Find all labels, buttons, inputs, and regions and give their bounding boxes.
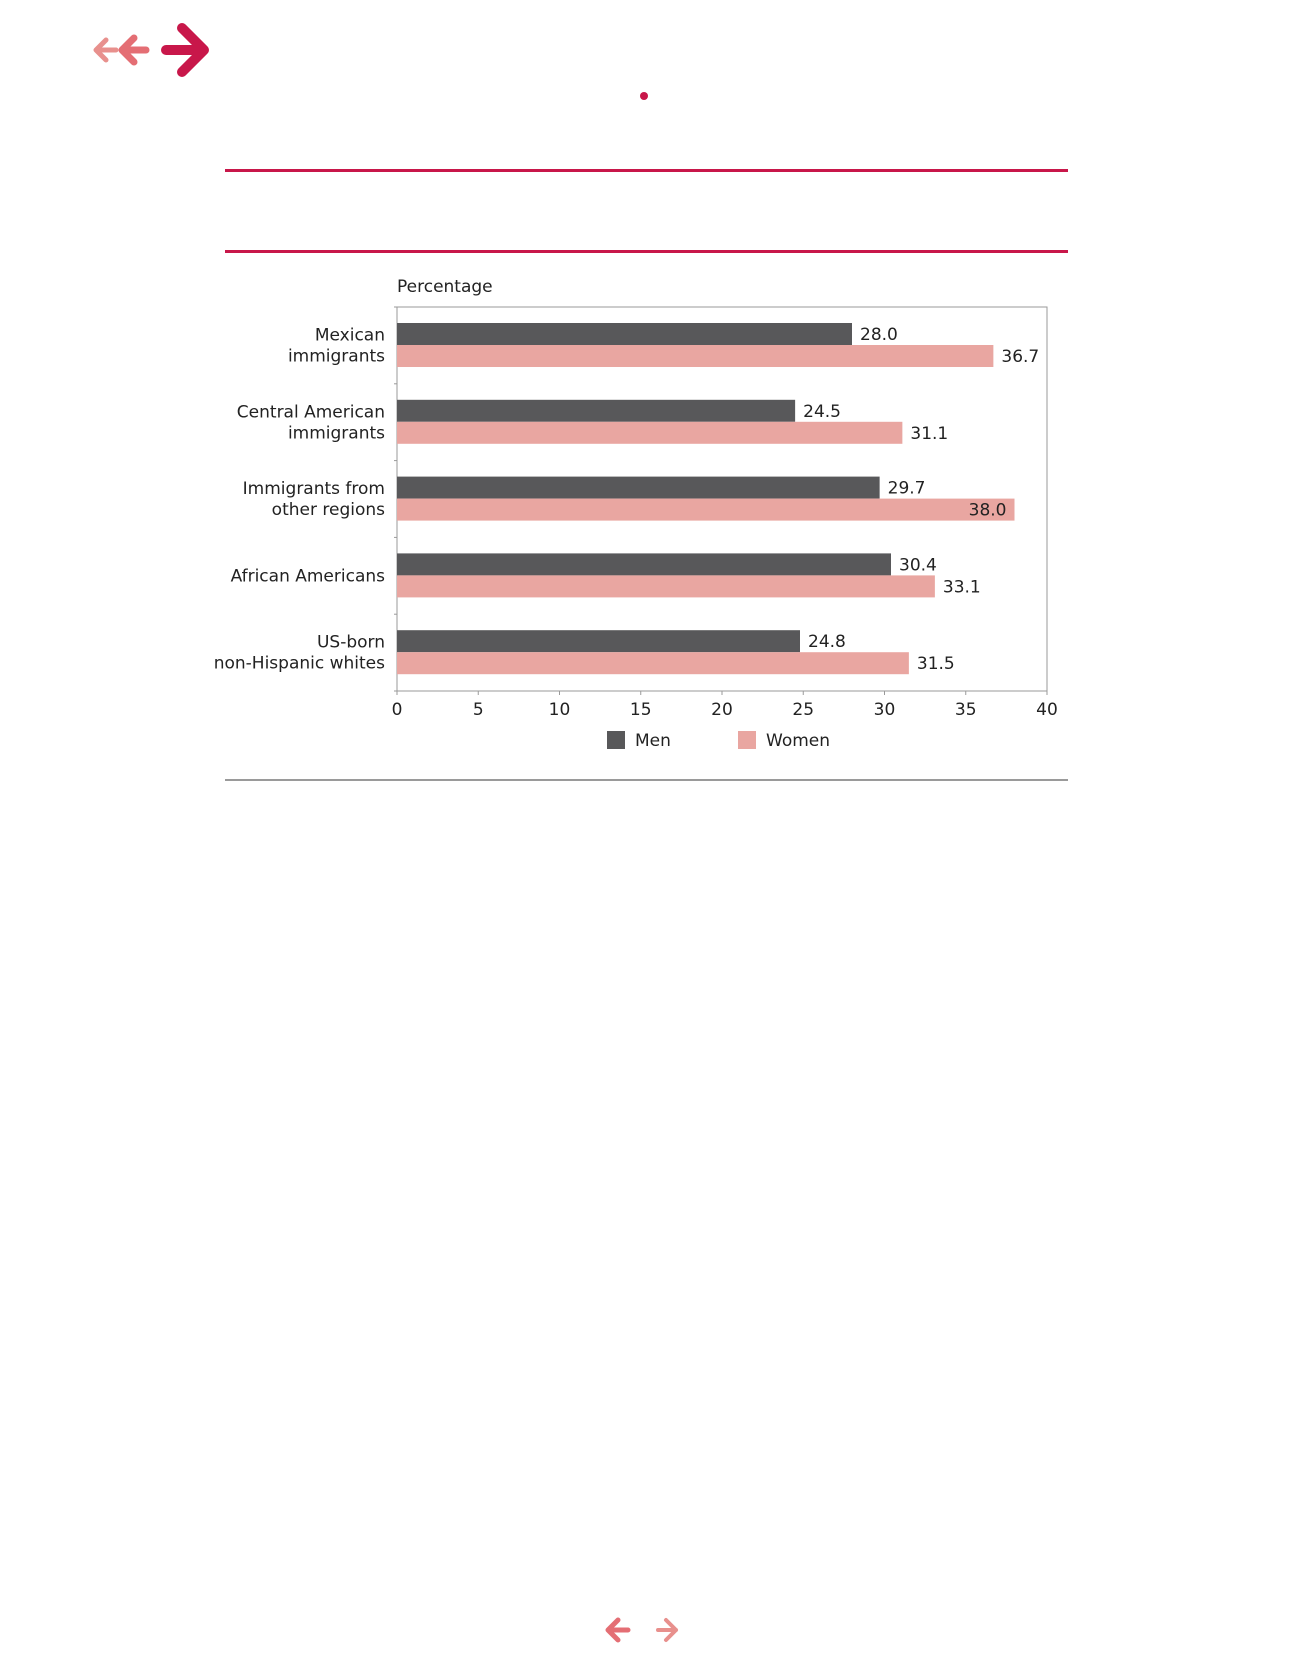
data-label-women: 31.5 — [916, 654, 955, 675]
bar-women — [397, 345, 993, 367]
arrow-left-small-icon[interactable] — [96, 40, 116, 60]
data-label-women: 31.1 — [910, 423, 949, 444]
x-tick-label: 0 — [391, 700, 403, 720]
bottom-rule — [225, 779, 1068, 781]
x-tick-label: 40 — [1036, 700, 1058, 720]
x-tick-label: 30 — [873, 700, 896, 720]
data-label-women: 36.7 — [1001, 347, 1040, 367]
bar-women — [397, 499, 1015, 521]
x-tick-label: 20 — [711, 700, 733, 720]
arrow-right-large-icon[interactable] — [166, 28, 204, 72]
bar-men — [397, 477, 880, 499]
legend-label-men: Men — [635, 731, 671, 751]
bar-men — [397, 630, 800, 652]
arrow-left-icon[interactable] — [122, 38, 146, 62]
data-label-women: 33.1 — [942, 577, 981, 598]
bar-men — [397, 400, 795, 422]
data-label-men: 24.8 — [808, 632, 846, 653]
x-tick-label: 25 — [792, 700, 815, 720]
legend-label-women: Women — [766, 731, 831, 751]
category-label: Central American immigrants — [236, 402, 385, 444]
legend-swatch-men — [607, 731, 625, 749]
category-label: US-born non-Hispanic whites — [213, 632, 385, 674]
header-navigation-arrows — [90, 20, 220, 85]
x-tick-label: 35 — [954, 700, 977, 720]
bar-men — [397, 323, 852, 345]
data-label-men: 30.4 — [899, 555, 937, 576]
bar-women — [397, 422, 902, 444]
bar-men — [397, 553, 891, 575]
data-label-women: 38.0 — [968, 500, 1007, 521]
arrow-right-icon[interactable] — [658, 1620, 676, 1640]
category-label: African Americans — [230, 566, 385, 587]
data-label-men: 28.0 — [860, 325, 898, 345]
bar-chart — [200, 270, 1080, 760]
bar-women — [397, 652, 909, 674]
header-rule — [225, 250, 1068, 253]
x-tick-label: 10 — [548, 700, 571, 720]
bar-women — [397, 575, 935, 597]
data-label-men: 24.5 — [803, 401, 841, 422]
x-tick-label: 5 — [472, 700, 484, 720]
legend-swatch-women — [738, 731, 756, 749]
category-label: Immigrants from other regions — [242, 479, 385, 521]
category-label: Mexican immigrants — [287, 325, 385, 367]
footer-navigation — [600, 1612, 690, 1648]
arrow-left-icon[interactable] — [608, 1620, 628, 1640]
y-axis-label: Percentage — [397, 277, 493, 297]
x-tick-label: 15 — [629, 700, 652, 720]
data-label-men: 29.7 — [887, 478, 926, 499]
top-rule — [225, 169, 1068, 172]
page-indicator-dot — [640, 92, 648, 100]
